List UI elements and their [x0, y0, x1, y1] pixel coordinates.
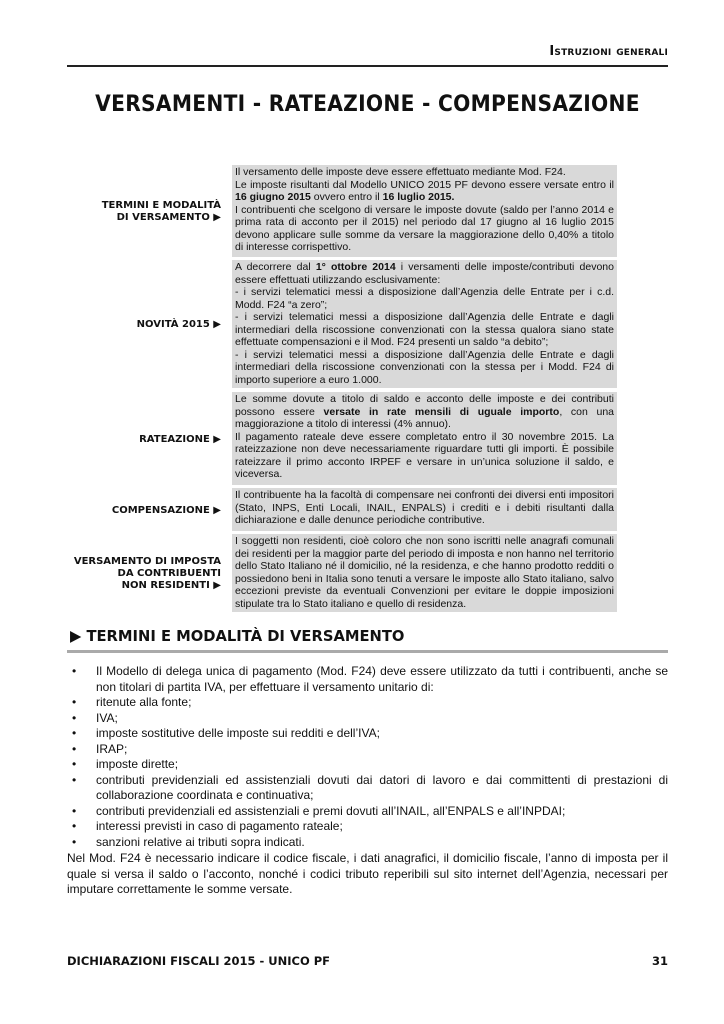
row-text: Il versamento delle imposte deve essere effettuato mediante Mod. F24. Le imposte risultanti dal Modello UNICO 2015 PF devono essere versate entro il 16 giugno 2015 ovvero entro il 16 luglio 2015. I contribuenti che scelgono di versare le imposte dovute (saldo per l’anno 2014 e prima rata di acconto per il 2015) nel periodo dal 17 giugno al 16 luglio 2015 devono applicare sulle somme da versare la maggiorazione dello 0,40% a titolo di interesse corrispettivo.	[235, 166, 614, 253]
row-content-box	[232, 534, 617, 612]
list-item	[72, 835, 668, 851]
page-title: VERSAMENTI - RATEAZIONE - COMPENSAZIONE	[95, 92, 640, 117]
bullet-icon: •	[72, 710, 77, 725]
list-item-text: imposte sostitutive delle imposte sui redditi e dell’IVA;	[96, 726, 380, 740]
list-item-text: contributi previdenziali ed assistenziali dovuti dai datori di lavoro e dai committenti di prestazioni di collaborazione coordinata e continuativa;	[96, 772, 668, 802]
bullet-icon: •	[72, 803, 77, 818]
body-paragraph: Nel Mod. F24 è necessario indicare il codice fiscale, i dati anagrafici, il domicilio fiscale, l’anno di imposta per il quale si versa il saldo o l’acconto, nonché i codici tributo reperibili sul sito internet dell’Agenzia, necessari per imputare correttamente le somme versate.	[67, 851, 668, 896]
bullet-list	[72, 664, 668, 850]
list-item-text: interessi previsti in caso di pagamento rateale;	[96, 819, 343, 833]
row-content-box	[232, 260, 617, 388]
row-content-box	[232, 392, 617, 485]
list-item	[72, 804, 668, 820]
list-item	[72, 664, 668, 695]
bullet-icon: •	[72, 664, 77, 678]
footer-title: DICHIARAZIONI FISCALI 2015 - UNICO PF	[67, 954, 331, 968]
row-label-line: VERSAMENTO DI IMPOSTA	[73, 556, 221, 567]
row-label-line: RATEAZIONE ▶	[139, 434, 221, 445]
row-label	[67, 556, 221, 592]
row-label	[67, 434, 221, 446]
bullet-icon: •	[72, 695, 77, 709]
list-item-text: IVA;	[96, 710, 118, 725]
row-content-box	[232, 165, 617, 257]
list-item-text: ritenute alla fonte;	[96, 695, 192, 709]
list-item	[72, 726, 668, 742]
list-item-text: sanzioni relative ai tributi sopra indicati.	[96, 834, 305, 849]
page-number: 31	[651, 954, 668, 968]
list-item	[72, 757, 668, 773]
list-item	[72, 695, 668, 711]
row-label-line: NON RESIDENTI ▶	[121, 580, 221, 591]
list-item-text: IRAP;	[96, 741, 128, 756]
row-label-line: NOVITÀ 2015 ▶	[136, 319, 221, 330]
row-text: I soggetti non residenti, cioè coloro che non sono iscritti nelle anagrafi comunali dei residenti per la maggior parte del periodo di imposta e non hanno nel territorio dello Stato Italiano né il domicilio, né la residenza, e che hanno prodotto redditi o possiedono beni in Italia sono tenuti a versare le imposte allo Stato italiano, salvo eccezioni previste da eventuali Convenzioni per evitare le doppie imposizioni stipulate tra lo Stato italiano e quello di residenza.	[235, 535, 614, 610]
bullet-icon: •	[72, 726, 77, 740]
list-item	[72, 773, 668, 804]
list-item-text: contributi previdenziali ed assistenziali e premi dovuti all’INAIL, all’ENPALS e all’INPDAI;	[96, 803, 566, 818]
section-rule	[67, 650, 668, 653]
section-title: ▶ TERMINI E MODALITÀ DI VERSAMENTO	[70, 627, 405, 645]
bullet-icon: •	[72, 741, 77, 756]
list-item-text: Il Modello di delega unica di pagamento (Mod. F24) deve essere utilizzato da tutti i contribuenti, anche se non titolari di partita IVA, per effettuare il versamento unitario di:	[96, 664, 668, 694]
bullet-icon: •	[72, 772, 77, 787]
row-label-line: DA CONTRIBUENTI	[117, 568, 221, 579]
row-text: A decorrere dal 1° ottobre 2014 i versamenti delle imposte/contributi devono essere effettuati utilizzando esclusivamente: - i servizi telematici messi a disposizione dall’Agenzia delle Entrate per i c.d. Modd. F24 “a zero”; - i servizi telematici messi a disposizione dall’Agenzia delle Entrate e dagli intermediari della riscossione convenzionati con la stessa qualora siano state effettuate compensazioni e il Mod. F24 presenti un saldo “a debito”; - i servizi telematici messi a disposizione dall’Agenzia delle Entrate e dagli intermediari della riscossione convenzionati con la stessa per i Modd. F24 di importo superiore a euro 1.000.	[235, 261, 614, 386]
top-rule	[67, 65, 668, 67]
row-label-line: DI VERSAMENTO ▶	[116, 212, 221, 223]
section-tag: Istruzioni generali	[549, 44, 668, 59]
row-content-box	[232, 488, 617, 531]
list-item-text: imposte dirette;	[96, 757, 179, 771]
row-text: Le somme dovute a titolo di saldo e acconto delle imposte e dei contributi possono essere versate in rate mensili di uguale importo, con una maggiorazione a titolo di interessi (4% annuo). Il pagamento rateale deve essere completato entro il 30 novembre 2015. La rateizzazione non deve necessariamente riguardare tutti gli importi. È possibile rateizzare il primo acconto IRPEF e versare in un’unica soluzione il saldo, e viceversa.	[235, 393, 614, 480]
bullet-icon: •	[72, 819, 77, 833]
row-label-line: COMPENSAZIONE ▶	[111, 505, 221, 516]
list-item	[72, 711, 668, 727]
list-item	[72, 742, 668, 758]
bullet-icon: •	[72, 757, 77, 771]
bullet-icon: •	[72, 834, 77, 849]
row-label	[67, 319, 221, 331]
list-item	[72, 819, 668, 835]
row-text: Il contribuente ha la facoltà di compensare nei confronti dei diversi enti impositori (Stato, INPS, Enti Locali, INAIL, ENPALS) i crediti e i debiti risultanti dalla dichiarazione e dalle denunce periodiche contributive.	[235, 489, 614, 526]
row-label	[67, 505, 221, 517]
row-label	[67, 200, 221, 224]
row-label-line: TERMINI E MODALITÀ	[101, 200, 221, 211]
